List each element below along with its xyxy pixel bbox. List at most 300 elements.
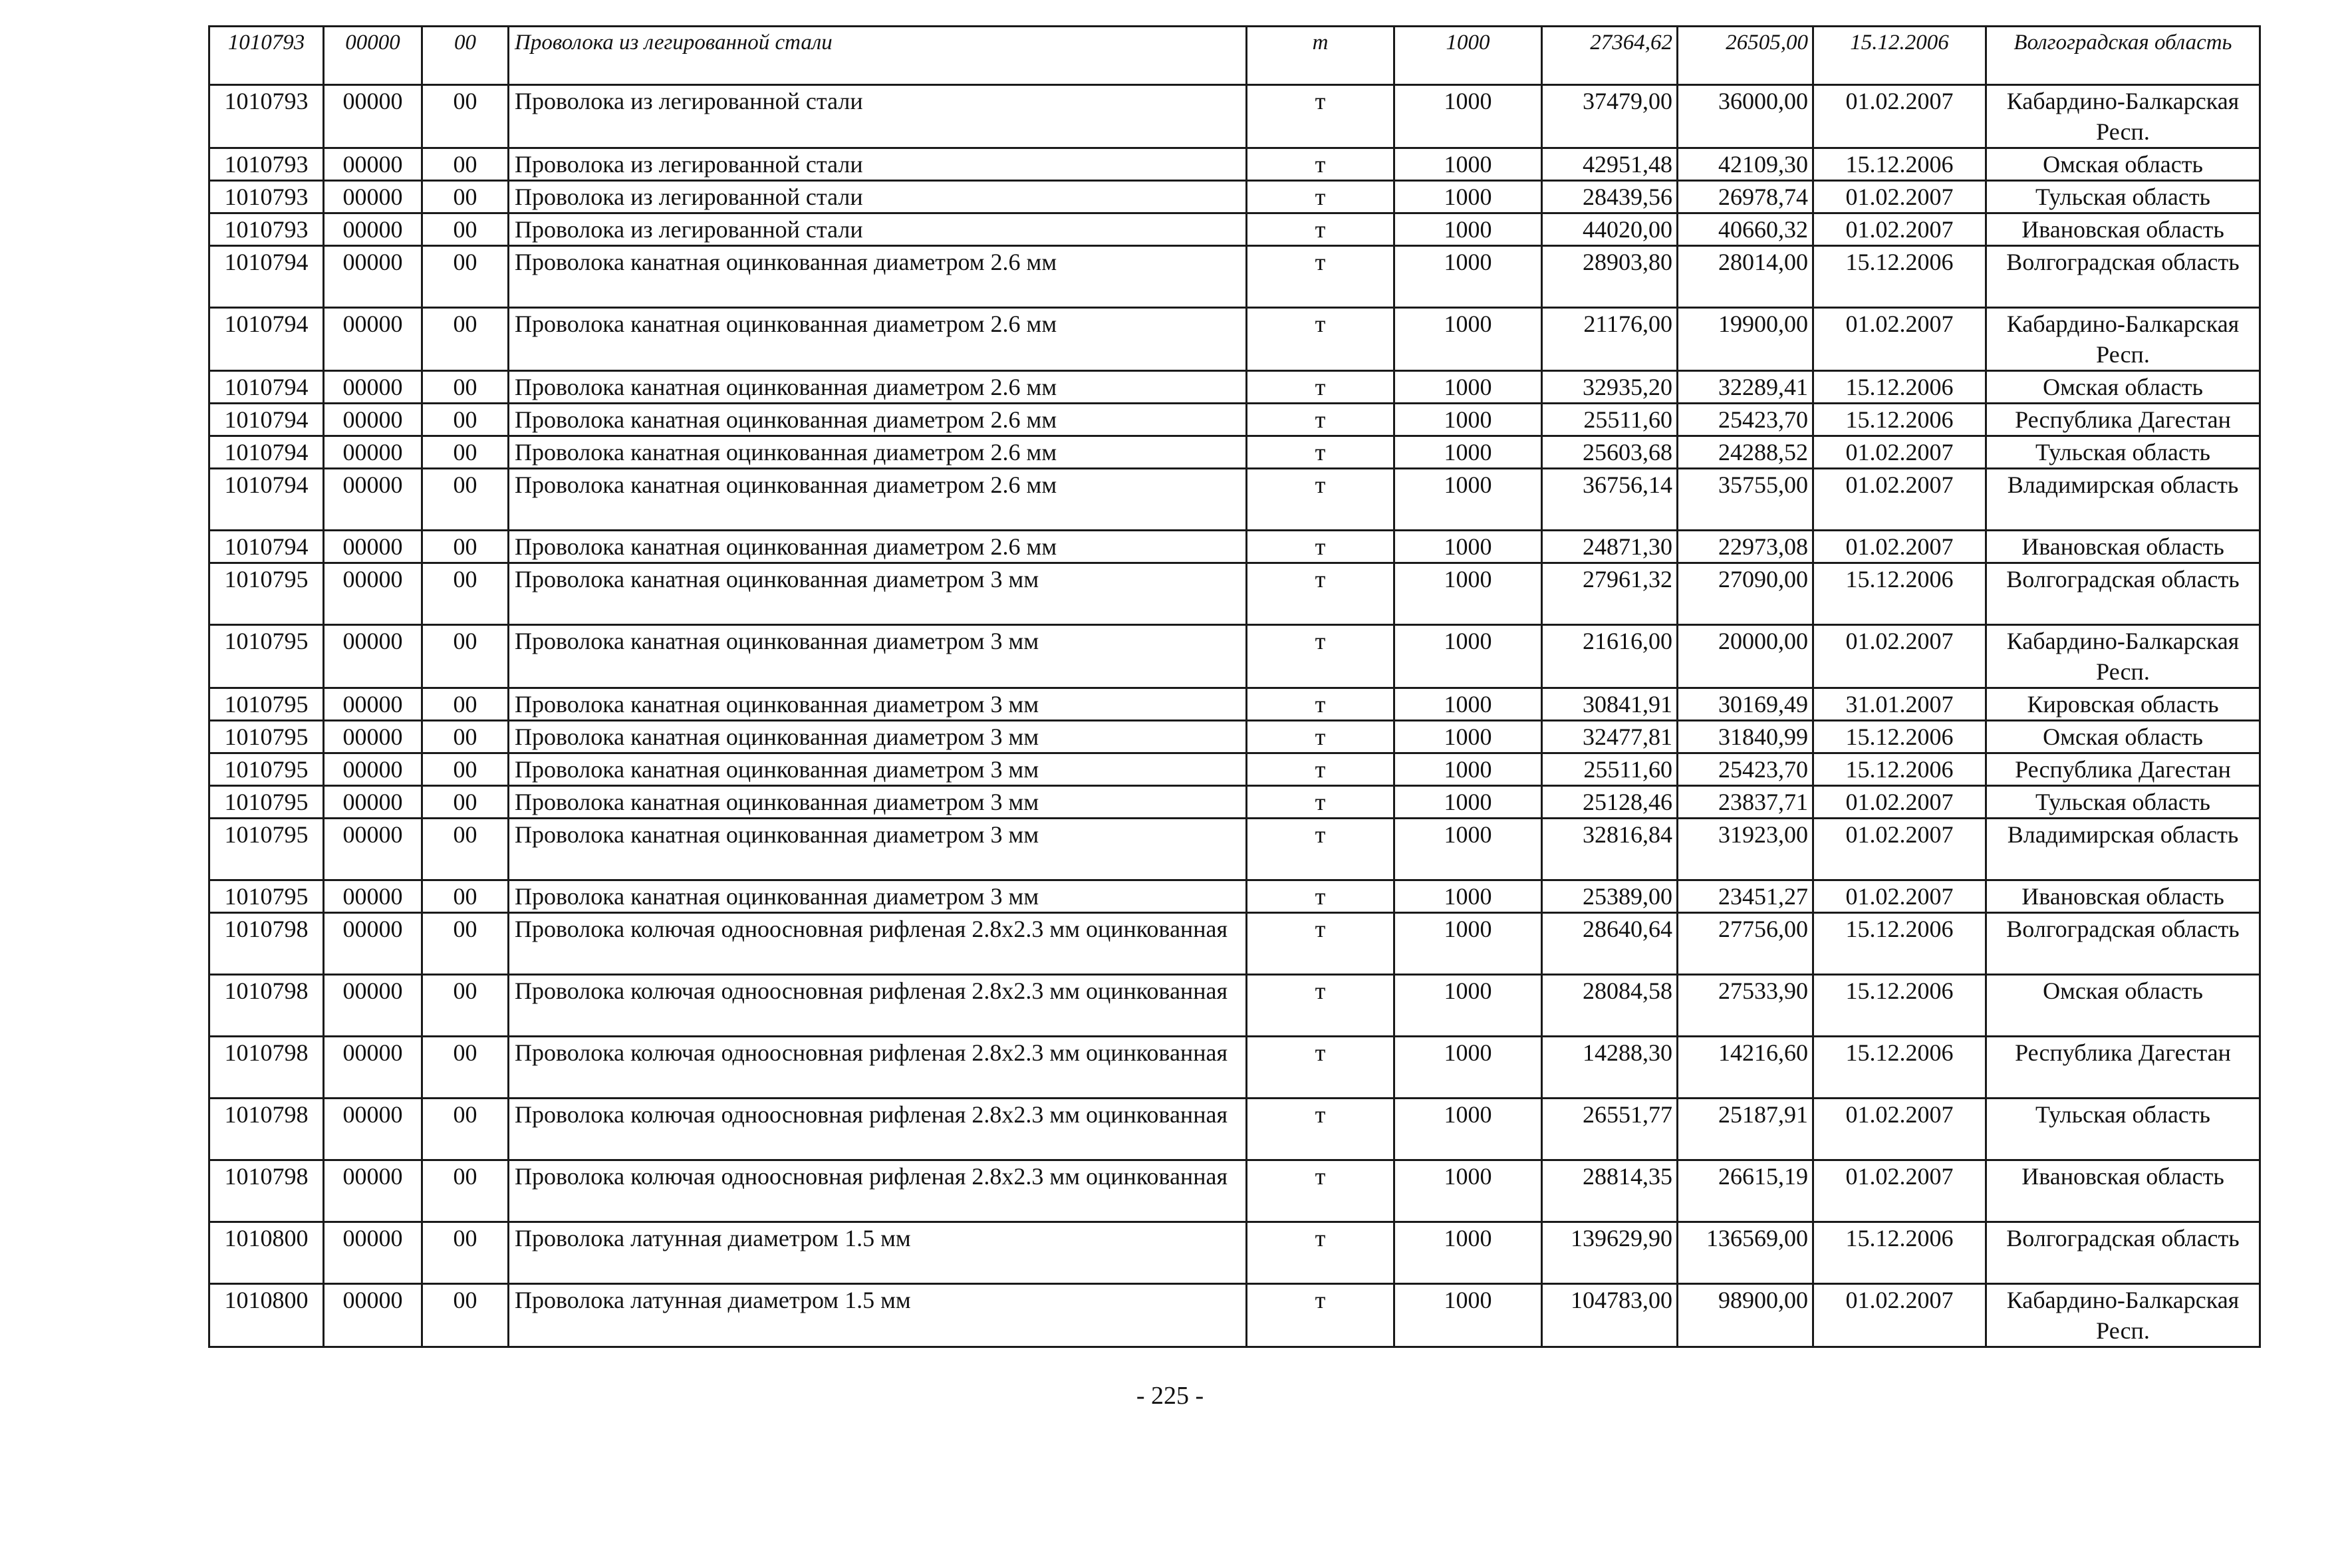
row-number: 00 xyxy=(422,469,509,531)
row-subcode: 00000 xyxy=(324,786,422,819)
row-number: 00 xyxy=(422,975,509,1037)
row-region: Кабардино-Балкарская Респ. xyxy=(1986,308,2260,371)
row-subcode: 00000 xyxy=(324,213,422,246)
table-row xyxy=(209,85,2260,148)
row-price-with-vat: 27364,62 xyxy=(1542,27,1678,85)
row-date: 15.12.2006 xyxy=(1813,563,1986,625)
row-price-with-vat: 42951,48 xyxy=(1542,148,1678,181)
row-price-without-vat: 98900,00 xyxy=(1678,1284,1813,1347)
row-price-with-vat: 28814,35 xyxy=(1542,1160,1678,1222)
table-row xyxy=(209,308,2260,371)
row-number: 00 xyxy=(422,181,509,213)
row-quantity: 1000 xyxy=(1394,181,1542,213)
row-date: 01.02.2007 xyxy=(1813,469,1986,531)
row-price-with-vat: 24871,30 xyxy=(1542,531,1678,563)
row-region: Волгоградская область xyxy=(1986,246,2260,308)
row-product-name: Проволока колючая одноосновная рифленая 2.8x2.3 мм оцинкованная xyxy=(509,1160,1247,1222)
row-code: 1010800 xyxy=(209,1222,324,1284)
row-subcode: 00000 xyxy=(324,819,422,880)
row-unit: т xyxy=(1247,563,1394,625)
row-product-name: Проволока канатная оцинкованная диаметром 3 мм xyxy=(509,688,1247,721)
row-product-name: Проволока латунная диаметром 1.5 мм xyxy=(509,1284,1247,1347)
row-price-with-vat: 14288,30 xyxy=(1542,1037,1678,1099)
row-code: 1010794 xyxy=(209,436,324,469)
row-subcode: 00000 xyxy=(324,1037,422,1099)
row-product-name: Проволока канатная оцинкованная диаметром 2.6 мм xyxy=(509,469,1247,531)
row-date: 15.12.2006 xyxy=(1813,246,1986,308)
row-code: 1010794 xyxy=(209,469,324,531)
row-product-name: Проволока колючая одноосновная рифленая 2.8x2.3 мм оцинкованная xyxy=(509,1037,1247,1099)
row-quantity: 1000 xyxy=(1394,1099,1542,1160)
row-code: 1010793 xyxy=(209,181,324,213)
row-date: 15.12.2006 xyxy=(1813,721,1986,753)
row-product-name: Проволока канатная оцинкованная диаметром 2.6 мм xyxy=(509,308,1247,371)
table-row xyxy=(209,1222,2260,1284)
row-number: 00 xyxy=(422,85,509,148)
row-region: Ивановская область xyxy=(1986,531,2260,563)
row-region: Ивановская область xyxy=(1986,1160,2260,1222)
row-number: 00 xyxy=(422,721,509,753)
row-unit: т xyxy=(1247,753,1394,786)
row-number: 00 xyxy=(422,531,509,563)
row-price-without-vat: 35755,00 xyxy=(1678,469,1813,531)
row-subcode: 00000 xyxy=(324,975,422,1037)
row-code: 1010795 xyxy=(209,753,324,786)
row-subcode: 00000 xyxy=(324,531,422,563)
row-subcode: 00000 xyxy=(324,563,422,625)
row-subcode: 00000 xyxy=(324,1099,422,1160)
row-number: 00 xyxy=(422,753,509,786)
row-number: 00 xyxy=(422,625,509,688)
row-date: 01.02.2007 xyxy=(1813,213,1986,246)
row-price-without-vat: 28014,00 xyxy=(1678,246,1813,308)
row-price-without-vat: 36000,00 xyxy=(1678,85,1813,148)
row-price-with-vat: 28084,58 xyxy=(1542,975,1678,1037)
row-product-name: Проволока канатная оцинкованная диаметром 3 мм xyxy=(509,880,1247,913)
table-row xyxy=(209,27,2260,85)
row-subcode: 00000 xyxy=(324,469,422,531)
row-unit: т xyxy=(1247,913,1394,975)
row-unit: т xyxy=(1247,688,1394,721)
row-unit: т xyxy=(1247,181,1394,213)
row-subcode: 00000 xyxy=(324,85,422,148)
row-date: 01.02.2007 xyxy=(1813,531,1986,563)
row-price-with-vat: 37479,00 xyxy=(1542,85,1678,148)
row-product-name: Проволока канатная оцинкованная диаметром 2.6 мм xyxy=(509,531,1247,563)
row-region: Ивановская область xyxy=(1986,213,2260,246)
row-price-with-vat: 139629,90 xyxy=(1542,1222,1678,1284)
row-price-without-vat: 22973,08 xyxy=(1678,531,1813,563)
table-row xyxy=(209,246,2260,308)
row-region: Волгоградская область xyxy=(1986,563,2260,625)
price-table-body xyxy=(209,27,2260,1347)
row-price-without-vat: 14216,60 xyxy=(1678,1037,1813,1099)
row-price-with-vat: 32935,20 xyxy=(1542,371,1678,404)
table-row xyxy=(209,531,2260,563)
row-product-name: Проволока канатная оцинкованная диаметром 2.6 мм xyxy=(509,404,1247,436)
row-quantity: 1000 xyxy=(1394,913,1542,975)
row-price-with-vat: 36756,14 xyxy=(1542,469,1678,531)
price-table xyxy=(208,25,2261,1348)
row-date: 01.02.2007 xyxy=(1813,85,1986,148)
row-unit: т xyxy=(1247,1284,1394,1347)
row-code: 1010798 xyxy=(209,1160,324,1222)
row-quantity: 1000 xyxy=(1394,85,1542,148)
row-price-without-vat: 25187,91 xyxy=(1678,1099,1813,1160)
row-product-name: Проволока канатная оцинкованная диаметром 2.6 мм xyxy=(509,246,1247,308)
row-price-without-vat: 42109,30 xyxy=(1678,148,1813,181)
row-subcode: 00000 xyxy=(324,436,422,469)
row-region: Омская область xyxy=(1986,371,2260,404)
row-unit: т xyxy=(1247,371,1394,404)
row-quantity: 1000 xyxy=(1394,371,1542,404)
row-subcode: 00000 xyxy=(324,371,422,404)
row-quantity: 1000 xyxy=(1394,1284,1542,1347)
row-quantity: 1000 xyxy=(1394,213,1542,246)
row-date: 15.12.2006 xyxy=(1813,1037,1986,1099)
row-price-with-vat: 26551,77 xyxy=(1542,1099,1678,1160)
row-date: 15.12.2006 xyxy=(1813,27,1986,85)
row-price-with-vat: 30841,91 xyxy=(1542,688,1678,721)
row-code: 1010800 xyxy=(209,1284,324,1347)
row-number: 00 xyxy=(422,213,509,246)
row-date: 31.01.2007 xyxy=(1813,688,1986,721)
row-region: Владимирская область xyxy=(1986,819,2260,880)
row-unit: т xyxy=(1247,786,1394,819)
row-subcode: 00000 xyxy=(324,27,422,85)
row-number: 00 xyxy=(422,308,509,371)
row-quantity: 1000 xyxy=(1394,880,1542,913)
row-number: 00 xyxy=(422,819,509,880)
row-region: Кабардино-Балкарская Респ. xyxy=(1986,625,2260,688)
row-date: 01.02.2007 xyxy=(1813,880,1986,913)
row-subcode: 00000 xyxy=(324,721,422,753)
table-row xyxy=(209,213,2260,246)
page-number: - 225 - xyxy=(1136,1382,1204,1410)
row-product-name: Проволока колючая одноосновная рифленая 2.8x2.3 мм оцинкованная xyxy=(509,1099,1247,1160)
row-price-without-vat: 27756,00 xyxy=(1678,913,1813,975)
row-number: 00 xyxy=(422,1037,509,1099)
row-unit: т xyxy=(1247,1037,1394,1099)
row-unit: т xyxy=(1247,27,1394,85)
row-price-with-vat: 28439,56 xyxy=(1542,181,1678,213)
row-unit: т xyxy=(1247,819,1394,880)
row-number: 00 xyxy=(422,786,509,819)
row-price-without-vat: 23837,71 xyxy=(1678,786,1813,819)
row-price-without-vat: 25423,70 xyxy=(1678,753,1813,786)
row-subcode: 00000 xyxy=(324,753,422,786)
row-code: 1010794 xyxy=(209,308,324,371)
row-price-with-vat: 104783,00 xyxy=(1542,1284,1678,1347)
row-region: Владимирская область xyxy=(1986,469,2260,531)
row-code: 1010794 xyxy=(209,531,324,563)
row-price-with-vat: 25128,46 xyxy=(1542,786,1678,819)
row-product-name: Проволока канатная оцинкованная диаметром 2.6 мм xyxy=(509,436,1247,469)
row-code: 1010793 xyxy=(209,85,324,148)
table-row xyxy=(209,975,2260,1037)
row-product-name: Проволока из легированной стали xyxy=(509,85,1247,148)
row-date: 01.02.2007 xyxy=(1813,181,1986,213)
row-number: 00 xyxy=(422,1284,509,1347)
row-number: 00 xyxy=(422,148,509,181)
row-number: 00 xyxy=(422,1222,509,1284)
row-region: Тульская область xyxy=(1986,181,2260,213)
row-date: 01.02.2007 xyxy=(1813,308,1986,371)
row-date: 15.12.2006 xyxy=(1813,753,1986,786)
table-row xyxy=(209,148,2260,181)
row-code: 1010793 xyxy=(209,27,324,85)
table-row xyxy=(209,436,2260,469)
row-quantity: 1000 xyxy=(1394,246,1542,308)
row-product-name: Проволока канатная оцинкованная диаметром 3 мм xyxy=(509,625,1247,688)
row-region: Республика Дагестан xyxy=(1986,1037,2260,1099)
row-region: Ивановская область xyxy=(1986,880,2260,913)
row-quantity: 1000 xyxy=(1394,469,1542,531)
row-date: 15.12.2006 xyxy=(1813,148,1986,181)
row-region: Волгоградская область xyxy=(1986,913,2260,975)
row-product-name: Проволока канатная оцинкованная диаметром 3 мм xyxy=(509,563,1247,625)
row-unit: т xyxy=(1247,1160,1394,1222)
row-product-name: Проволока из легированной стали xyxy=(509,148,1247,181)
row-quantity: 1000 xyxy=(1394,404,1542,436)
row-code: 1010794 xyxy=(209,371,324,404)
row-code: 1010794 xyxy=(209,246,324,308)
row-product-name: Проволока канатная оцинкованная диаметром 3 мм xyxy=(509,819,1247,880)
row-unit: т xyxy=(1247,1099,1394,1160)
row-subcode: 00000 xyxy=(324,913,422,975)
table-row xyxy=(209,371,2260,404)
row-subcode: 00000 xyxy=(324,1222,422,1284)
row-price-without-vat: 19900,00 xyxy=(1678,308,1813,371)
row-unit: т xyxy=(1247,246,1394,308)
row-date: 01.02.2007 xyxy=(1813,819,1986,880)
row-code: 1010795 xyxy=(209,880,324,913)
row-quantity: 1000 xyxy=(1394,308,1542,371)
row-code: 1010795 xyxy=(209,721,324,753)
row-subcode: 00000 xyxy=(324,688,422,721)
row-number: 00 xyxy=(422,563,509,625)
table-row xyxy=(209,625,2260,688)
row-code: 1010793 xyxy=(209,148,324,181)
row-product-name: Проволока канатная оцинкованная диаметром 2.6 мм xyxy=(509,371,1247,404)
table-row xyxy=(209,753,2260,786)
table-row xyxy=(209,181,2260,213)
row-price-without-vat: 26615,19 xyxy=(1678,1160,1813,1222)
row-number: 00 xyxy=(422,371,509,404)
row-region: Республика Дагестан xyxy=(1986,753,2260,786)
table-row xyxy=(209,1037,2260,1099)
row-date: 01.02.2007 xyxy=(1813,1160,1986,1222)
row-quantity: 1000 xyxy=(1394,625,1542,688)
row-number: 00 xyxy=(422,27,509,85)
row-subcode: 00000 xyxy=(324,404,422,436)
row-number: 00 xyxy=(422,688,509,721)
row-quantity: 1000 xyxy=(1394,753,1542,786)
row-price-with-vat: 28903,80 xyxy=(1542,246,1678,308)
row-unit: т xyxy=(1247,404,1394,436)
row-product-name: Проволока канатная оцинкованная диаметром 3 мм xyxy=(509,753,1247,786)
row-price-with-vat: 44020,00 xyxy=(1542,213,1678,246)
row-price-without-vat: 31840,99 xyxy=(1678,721,1813,753)
row-price-with-vat: 27961,32 xyxy=(1542,563,1678,625)
row-code: 1010795 xyxy=(209,625,324,688)
table-row xyxy=(209,563,2260,625)
row-code: 1010794 xyxy=(209,404,324,436)
row-subcode: 00000 xyxy=(324,1284,422,1347)
row-quantity: 1000 xyxy=(1394,688,1542,721)
row-price-with-vat: 21176,00 xyxy=(1542,308,1678,371)
row-quantity: 1000 xyxy=(1394,819,1542,880)
row-date: 15.12.2006 xyxy=(1813,1222,1986,1284)
row-subcode: 00000 xyxy=(324,625,422,688)
row-unit: т xyxy=(1247,308,1394,371)
row-unit: т xyxy=(1247,721,1394,753)
row-date: 01.02.2007 xyxy=(1813,436,1986,469)
row-product-name: Проволока канатная оцинкованная диаметром 3 мм xyxy=(509,721,1247,753)
row-quantity: 1000 xyxy=(1394,1222,1542,1284)
table-row xyxy=(209,469,2260,531)
row-price-with-vat: 25511,60 xyxy=(1542,404,1678,436)
row-unit: т xyxy=(1247,975,1394,1037)
row-product-name: Проволока канатная оцинкованная диаметром 3 мм xyxy=(509,786,1247,819)
table-row xyxy=(209,913,2260,975)
row-product-name: Проволока колючая одноосновная рифленая 2.8x2.3 мм оцинкованная xyxy=(509,975,1247,1037)
row-unit: т xyxy=(1247,1222,1394,1284)
table-row xyxy=(209,1160,2260,1222)
row-date: 15.12.2006 xyxy=(1813,371,1986,404)
row-unit: т xyxy=(1247,213,1394,246)
table-row xyxy=(209,688,2260,721)
row-unit: т xyxy=(1247,436,1394,469)
table-row xyxy=(209,721,2260,753)
row-subcode: 00000 xyxy=(324,880,422,913)
row-unit: т xyxy=(1247,148,1394,181)
row-price-without-vat: 27090,00 xyxy=(1678,563,1813,625)
row-date: 15.12.2006 xyxy=(1813,404,1986,436)
row-product-name: Проволока из легированной стали xyxy=(509,27,1247,85)
row-price-without-vat: 24288,52 xyxy=(1678,436,1813,469)
row-price-without-vat: 40660,32 xyxy=(1678,213,1813,246)
row-product-name: Проволока латунная диаметром 1.5 мм xyxy=(509,1222,1247,1284)
row-price-without-vat: 30169,49 xyxy=(1678,688,1813,721)
row-region: Кабардино-Балкарская Респ. xyxy=(1986,85,2260,148)
row-code: 1010795 xyxy=(209,786,324,819)
row-subcode: 00000 xyxy=(324,246,422,308)
row-price-with-vat: 21616,00 xyxy=(1542,625,1678,688)
table-row xyxy=(209,880,2260,913)
row-unit: т xyxy=(1247,469,1394,531)
row-code: 1010798 xyxy=(209,1099,324,1160)
row-number: 00 xyxy=(422,246,509,308)
row-number: 00 xyxy=(422,880,509,913)
row-date: 15.12.2006 xyxy=(1813,975,1986,1037)
table-row xyxy=(209,404,2260,436)
row-unit: т xyxy=(1247,625,1394,688)
row-price-without-vat: 27533,90 xyxy=(1678,975,1813,1037)
row-price-with-vat: 25603,68 xyxy=(1542,436,1678,469)
row-price-without-vat: 23451,27 xyxy=(1678,880,1813,913)
row-price-without-vat: 136569,00 xyxy=(1678,1222,1813,1284)
row-price-with-vat: 25389,00 xyxy=(1542,880,1678,913)
row-date: 15.12.2006 xyxy=(1813,913,1986,975)
row-price-without-vat: 31923,00 xyxy=(1678,819,1813,880)
table-row xyxy=(209,819,2260,880)
row-subcode: 00000 xyxy=(324,181,422,213)
row-number: 00 xyxy=(422,1160,509,1222)
row-quantity: 1000 xyxy=(1394,1160,1542,1222)
row-subcode: 00000 xyxy=(324,148,422,181)
row-price-with-vat: 32477,81 xyxy=(1542,721,1678,753)
row-date: 01.02.2007 xyxy=(1813,786,1986,819)
table-row xyxy=(209,1284,2260,1347)
row-code: 1010798 xyxy=(209,1037,324,1099)
row-quantity: 1000 xyxy=(1394,27,1542,85)
row-product-name: Проволока из легированной стали xyxy=(509,213,1247,246)
row-region: Волгоградская область xyxy=(1986,1222,2260,1284)
row-number: 00 xyxy=(422,1099,509,1160)
row-quantity: 1000 xyxy=(1394,786,1542,819)
row-number: 00 xyxy=(422,404,509,436)
row-price-without-vat: 20000,00 xyxy=(1678,625,1813,688)
row-unit: т xyxy=(1247,531,1394,563)
row-code: 1010793 xyxy=(209,213,324,246)
row-code: 1010795 xyxy=(209,819,324,880)
row-product-name: Проволока колючая одноосновная рифленая 2.8x2.3 мм оцинкованная xyxy=(509,913,1247,975)
row-date: 01.02.2007 xyxy=(1813,1099,1986,1160)
row-price-with-vat: 25511,60 xyxy=(1542,753,1678,786)
row-region: Кабардино-Балкарская Респ. xyxy=(1986,1284,2260,1347)
row-quantity: 1000 xyxy=(1394,436,1542,469)
table-row xyxy=(209,1099,2260,1160)
row-region: Республика Дагестан xyxy=(1986,404,2260,436)
row-code: 1010795 xyxy=(209,688,324,721)
row-region: Омская область xyxy=(1986,975,2260,1037)
row-quantity: 1000 xyxy=(1394,563,1542,625)
row-quantity: 1000 xyxy=(1394,531,1542,563)
row-code: 1010795 xyxy=(209,563,324,625)
row-unit: т xyxy=(1247,85,1394,148)
row-price-without-vat: 25423,70 xyxy=(1678,404,1813,436)
row-quantity: 1000 xyxy=(1394,1037,1542,1099)
row-unit: т xyxy=(1247,880,1394,913)
row-quantity: 1000 xyxy=(1394,148,1542,181)
row-quantity: 1000 xyxy=(1394,975,1542,1037)
row-date: 01.02.2007 xyxy=(1813,625,1986,688)
row-region: Омская область xyxy=(1986,148,2260,181)
row-product-name: Проволока из легированной стали xyxy=(509,181,1247,213)
row-region: Омская область xyxy=(1986,721,2260,753)
row-code: 1010798 xyxy=(209,975,324,1037)
row-price-without-vat: 32289,41 xyxy=(1678,371,1813,404)
row-price-without-vat: 26505,00 xyxy=(1678,27,1813,85)
row-number: 00 xyxy=(422,913,509,975)
row-price-without-vat: 26978,74 xyxy=(1678,181,1813,213)
table-row xyxy=(209,786,2260,819)
row-code: 1010798 xyxy=(209,913,324,975)
row-date: 01.02.2007 xyxy=(1813,1284,1986,1347)
row-quantity: 1000 xyxy=(1394,721,1542,753)
row-region: Кировская область xyxy=(1986,688,2260,721)
row-region: Тульская область xyxy=(1986,1099,2260,1160)
row-region: Тульская область xyxy=(1986,436,2260,469)
row-subcode: 00000 xyxy=(324,1160,422,1222)
row-price-with-vat: 28640,64 xyxy=(1542,913,1678,975)
row-region: Волгоградская область xyxy=(1986,27,2260,85)
row-price-with-vat: 32816,84 xyxy=(1542,819,1678,880)
row-region: Тульская область xyxy=(1986,786,2260,819)
row-subcode: 00000 xyxy=(324,308,422,371)
row-number: 00 xyxy=(422,436,509,469)
